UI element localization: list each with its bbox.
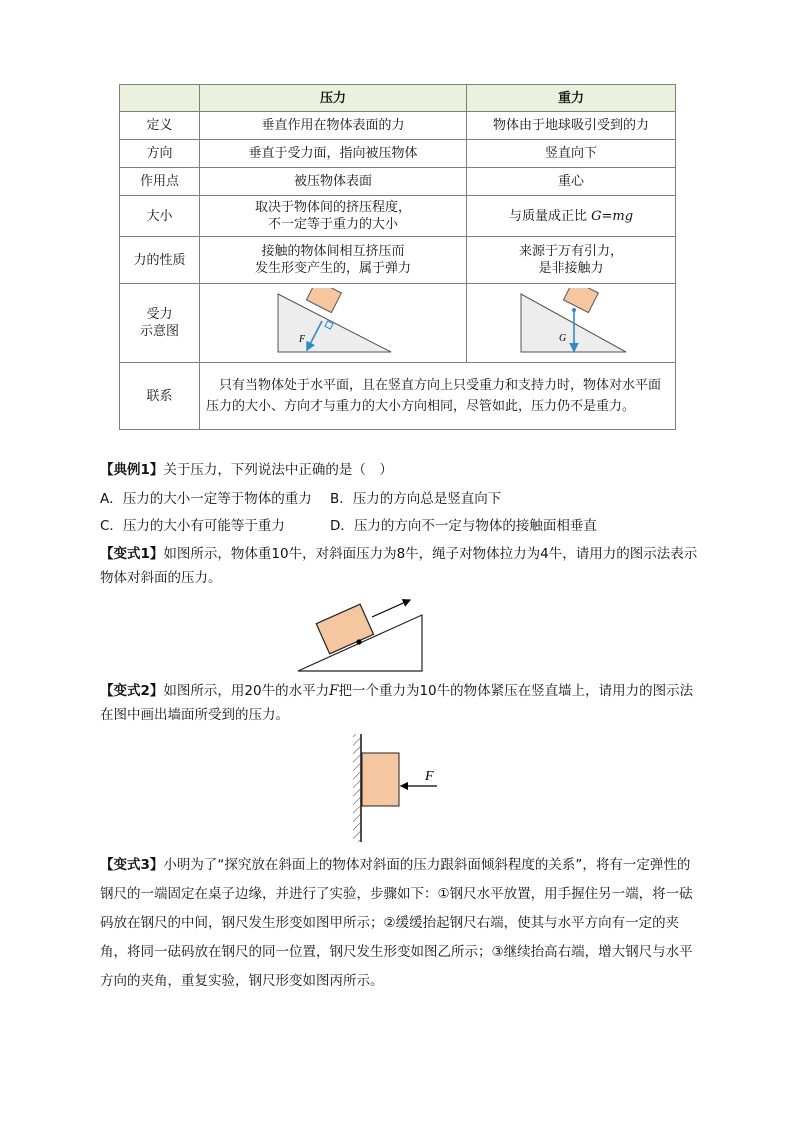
variant1-body: 如图所示，物体重10牛，对斜面压力为8牛，绳子对物体拉力为4牛，请用力的图示法表示物体对斜面的压力。 [100, 546, 698, 586]
variant3-body: 小明为了“探究放在斜面上的物体对斜面的压力跟斜面倾斜程度的关系”，将有一定弹性的钢尺的一端固定在桌子边缘，并进行了实验，步骤如下：①钢尺水平放置，用手握住另一端，将一砝码放在钢尺的中间，钢尺发生形变如图甲所示；②缓缓抬起钢尺右端，使其与水平方向有一定的夹角，将同一砝码放在钢尺的同一位置，钢尺发生形变如图乙所示；③继续抬高右端，增大钢尺与水平方向的夹角，重复实验，钢尺形变如图丙所示。 [100, 857, 693, 989]
option-d: D．压力的方向不一定与物体的接触面相垂直 [330, 518, 597, 534]
gravity-size-text: 与质量成正比 [508, 208, 592, 224]
row-label: 作用点 [120, 168, 200, 196]
wall-hatching [353, 734, 361, 842]
variant2-tag: 【变式2】 [100, 683, 164, 699]
row-label: 联系 [120, 363, 200, 430]
variant2-text [100, 679, 700, 727]
rope-arrow [372, 600, 410, 617]
pressure-cell [200, 196, 467, 237]
diagram-label-line-2: 示意图 [139, 324, 179, 339]
table-header-row [120, 85, 676, 112]
gravity-cell: 物体由于地球吸引受到的力 [467, 112, 676, 140]
option-b: B．压力的方向总是竖直向下 [330, 491, 502, 507]
table-row [120, 284, 676, 363]
variant2-wall-figure [349, 732, 459, 844]
variant3-tag: 【变式3】 [100, 857, 164, 873]
block [306, 288, 341, 313]
comparison-table [119, 84, 676, 430]
diagram-label-line-1: 受力 [146, 307, 173, 322]
pressure-cell [200, 237, 467, 284]
row-label: 方向 [120, 140, 200, 168]
variant2-var: F [329, 683, 339, 699]
example1-tag: 【典例1】 [100, 462, 164, 478]
gravity-cell: 重心 [467, 168, 676, 196]
variant2-body-2: 把一个重力为10牛的物体紧压在竖直墙上，请用力的图示法在图中画出墙面所受到的压力。 [100, 683, 694, 723]
force-f-label: F [425, 769, 434, 784]
pressure-diagram-cell [200, 284, 467, 363]
gravity-incline-diagram [511, 288, 631, 358]
pressure-cell: 垂直作用在物体表面的力 [200, 112, 467, 140]
gravity-force-label: G [559, 333, 567, 344]
table-row [120, 237, 676, 284]
variant1-text [100, 542, 700, 590]
block [362, 753, 399, 806]
variant3-text [100, 851, 700, 996]
example1-text: 关于压力，下列说法中正确的是（ ） [163, 462, 393, 478]
force-point-dot [356, 639, 361, 644]
row-label: 定义 [120, 112, 200, 140]
variant1-incline-figure [292, 595, 432, 675]
gravity-cell [467, 196, 676, 237]
table-row [120, 112, 676, 140]
pressure-cell: 垂直于受力面，指向被压物体 [200, 140, 467, 168]
table-row [120, 196, 676, 237]
row-label: 大小 [120, 196, 200, 237]
example1-question [100, 458, 700, 482]
pressure-cell: 被压物体表面 [200, 168, 467, 196]
table-header-gravity: 重力 [467, 85, 676, 112]
table-row [120, 168, 676, 196]
option-a: A．压力的大小一定等于物体的重力 [100, 491, 312, 507]
pressure-nature-line-1: 接触的物体间相互挤压而 [261, 244, 405, 259]
block [563, 288, 598, 313]
gravity-nature-line-2: 是非接触力 [538, 261, 604, 276]
relation-cell: 只有当物体处于水平面，且在竖直方向上只受重力和支持力时，物体对水平面压力的大小、方向才与重力的大小方向相同，尽管如此，压力仍不是重力。 [200, 363, 676, 430]
pressure-force-label: F [299, 334, 306, 345]
pressure-size-line-1: 取决于物体间的挤压程度， [254, 200, 411, 215]
variant1-tag: 【变式1】 [100, 546, 164, 562]
gravity-cell [467, 237, 676, 284]
table-row [120, 140, 676, 168]
option-c: C．压力的大小有可能等于重力 [100, 518, 285, 534]
gravity-cell: 竖直向下 [467, 140, 676, 168]
gravity-formula: G=mg [591, 208, 634, 224]
gravity-nature-line-1: 来源于万有引力， [518, 244, 623, 259]
gravity-diagram-cell [467, 284, 676, 363]
table-header-blank [120, 85, 200, 112]
pressure-size-line-2: 不一定等于重力的大小 [267, 217, 398, 232]
pressure-nature-line-2: 发生形变产生的，属于弹力 [254, 261, 411, 276]
table-row [120, 363, 676, 430]
row-label: 力的性质 [120, 237, 200, 284]
row-label [120, 284, 200, 363]
table-header-pressure: 压力 [200, 85, 467, 112]
pressure-incline-diagram [263, 288, 403, 358]
variant2-body-1: 如图所示，用20牛的水平力 [163, 683, 330, 699]
